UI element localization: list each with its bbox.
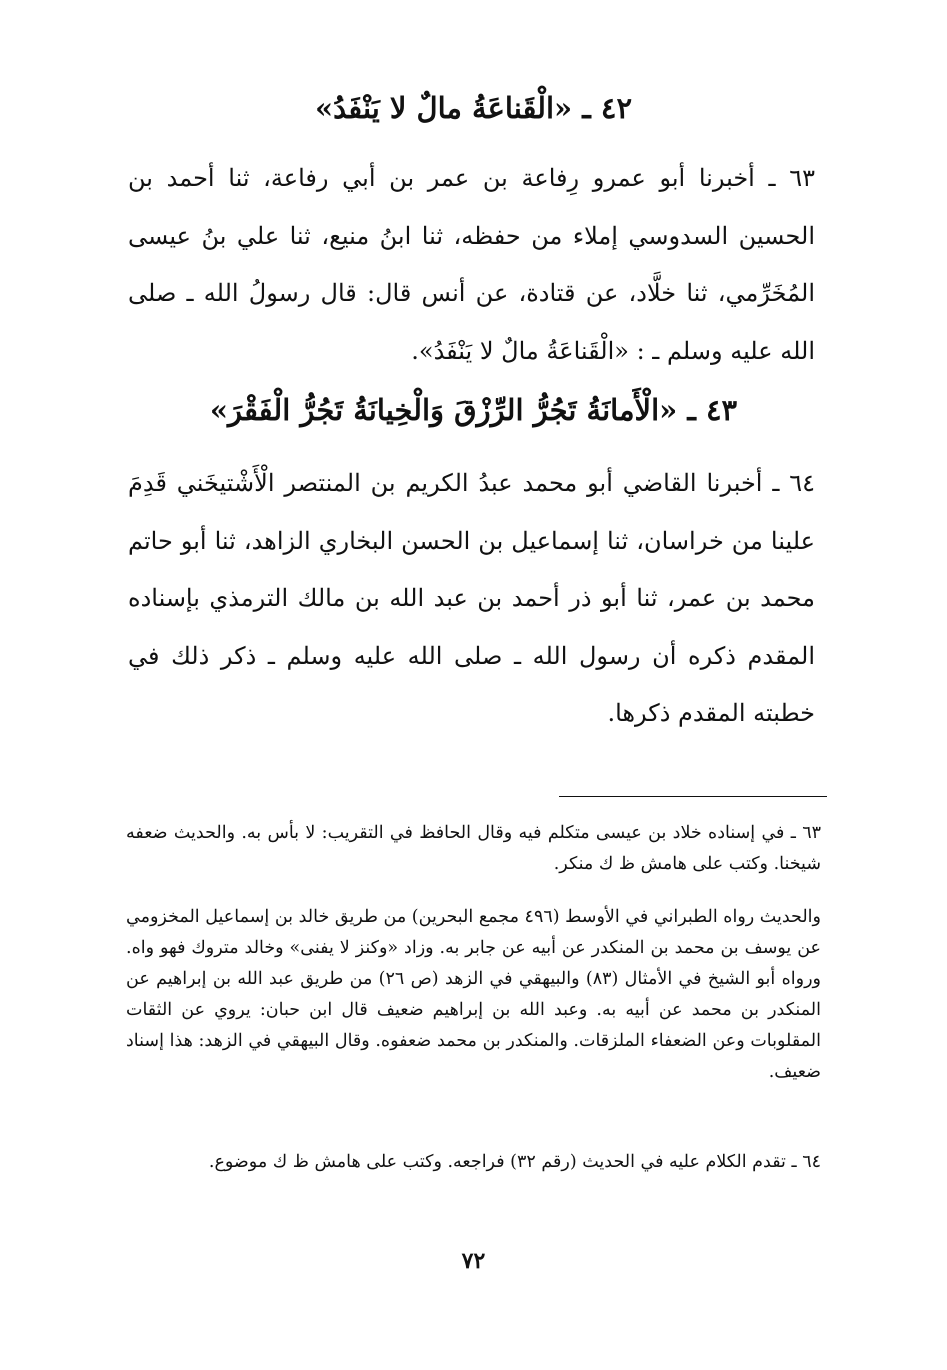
hadith-paragraph-63: ٦٣ ـ أخبرنا أبو عمرو رِفاعة بن عمر بن أبي رفاعة، ثنا أحمد بن الحسين السدوسي إملاء من حفظه، ثنا ابنُ منيع، ثنا علي بنُ عيسى المُخَرِّمي، ثنا خلَّاد، عن قتادة، عن أنس قال: قال رسولُ الله ـ صلى الله عليه وسلم ـ : «الْقَناعَةُ مالٌ لا يَنْفَدُ». <box>128 164 815 365</box>
footnote-63-continuation: والحديث رواه الطبراني في الأوسط (٤٩٦ مجمع البحرين) من طريق خالد بن إسماعيل المخزومي عن يوسف بن محمد بن المنكدر عن أبيه عن جابر به. وزاد «وكنز لا يفنى» وخالد متروك فهو واه. ورواه أبو الشيخ في الأمثال (٨٣) والبيهقي في الزهد (ص ٢٦) من طريق عبد الله بن إبراهيم عن المنكدر بن محمد عن أبيه به. وعبد الله بن إبراهيم ضعيف قال ابن حبان: يروي عن الثقات المقلوبات وعن الضعفاء الملزقات. والمنكدر بن محمد ضعفوه. وقال البيهقي في الزهد: هذا إسناد ضعيف. <box>126 907 821 1082</box>
hadith-paragraph-64: ٦٤ ـ أخبرنا القاضي أبو محمد عبدُ الكريم بن المنتصر الْأَشْتيخَني قَدِمَ علينا من خراسان، ثنا إسماعيل بن الحسن البخاري الزاهد، ثنا أبو حاتم محمد بن عمر، ثنا أبو ذر أحمد بن عبد الله بن مالك الترمذي بإسناده المقدم ذكره أن رسول الله ـ صلى الله عليه وسلم ـ ذكر ذلك في خطبته المقدم ذكرها. <box>128 469 815 727</box>
footnote-separator <box>559 796 827 797</box>
section-heading-43: ٤٣ ـ «الْأَمانَةُ تَجُرُّ الرِّزْقَ وَالْخِيانَةُ تَجُرُّ الْفَقْرَ» <box>209 393 738 427</box>
footnote-63: ٦٣ ـ في إسناده خلاد بن عيسى متكلم فيه وقال الحافظ في التقريب: لا بأس به. والحديث ضعفه شيخنا. وكتب على هامش ظ ك منكر. <box>126 823 821 874</box>
section-heading-42: ٤٢ ـ «الْقَناعَةُ مالٌ لا يَنْفَدُ» <box>314 91 633 125</box>
page-number: ٧٢ <box>461 1248 486 1274</box>
footnote-64: ٦٤ ـ تقدم الكلام عليه في الحديث (رقم ٣٢) فراجعه. وكتب على هامش ظ ك موضوع. <box>208 1152 821 1172</box>
